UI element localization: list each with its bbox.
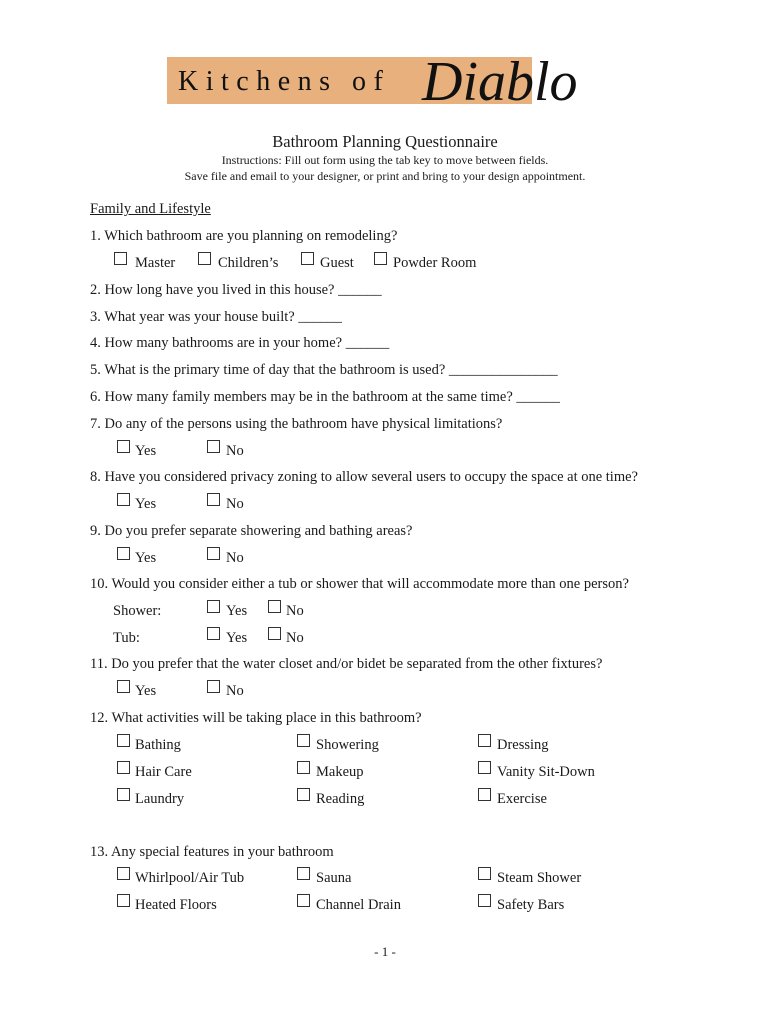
checkbox-showering[interactable] bbox=[297, 734, 310, 747]
option-q9-yes: Yes bbox=[135, 550, 157, 566]
option-q9-no: No bbox=[226, 550, 244, 566]
checkbox-tub-yes[interactable] bbox=[207, 627, 220, 640]
question-9: 9. Do you prefer separate showering and bathing areas? bbox=[90, 523, 413, 539]
checkbox-childrens[interactable] bbox=[198, 252, 211, 265]
checkbox-shower-no[interactable] bbox=[268, 600, 281, 613]
checkbox-guest[interactable] bbox=[301, 252, 314, 265]
checkbox-q11-yes[interactable] bbox=[117, 680, 130, 693]
checkbox-channel-drain[interactable] bbox=[297, 894, 310, 907]
checkbox-sauna[interactable] bbox=[297, 867, 310, 880]
question-3[interactable]: 3. What year was your house built? ______ bbox=[90, 309, 342, 325]
question-6[interactable]: 6. How many family members may be in the bathroom at the same time? ______ bbox=[90, 389, 560, 405]
instructions-line-2: Save file and email to your designer, or print and bring to your design appointment. bbox=[184, 169, 586, 183]
option-sauna: Sauna bbox=[316, 870, 352, 886]
checkbox-laundry[interactable] bbox=[117, 788, 130, 801]
question-10: 10. Would you consider either a tub or shower that will accommodate more than one person? bbox=[90, 576, 629, 592]
question-13: 13. Any special features in your bathroom bbox=[90, 844, 334, 860]
option-bathing: Bathing bbox=[135, 737, 181, 753]
checkbox-reading[interactable] bbox=[297, 788, 310, 801]
option-tub-yes: Yes bbox=[226, 630, 248, 646]
checkbox-steam-shower[interactable] bbox=[478, 867, 491, 880]
option-master: Master bbox=[135, 255, 176, 271]
option-whirlpool: Whirlpool/Air Tub bbox=[135, 870, 245, 886]
option-vanity-sit-down: Vanity Sit-Down bbox=[497, 764, 595, 780]
option-hair-care: Hair Care bbox=[135, 764, 192, 780]
option-makeup: Makeup bbox=[316, 764, 364, 780]
option-q8-yes: Yes bbox=[135, 496, 157, 512]
instructions-line-1: Instructions: Fill out form using the tab key to move between fields. bbox=[221, 153, 549, 167]
page-number: - 1 - bbox=[374, 944, 396, 959]
logo-text: Kitchens of bbox=[178, 66, 391, 97]
question-11: 11. Do you prefer that the water closet and/or bidet be separated from the other fixtures? bbox=[90, 656, 603, 672]
label-shower: Shower: bbox=[113, 603, 162, 619]
checkbox-safety-bars[interactable] bbox=[478, 894, 491, 907]
logo-script bbox=[420, 38, 605, 118]
checkbox-bathing[interactable] bbox=[117, 734, 130, 747]
checkbox-heated-floors[interactable] bbox=[117, 894, 130, 907]
question-4[interactable]: 4. How many bathrooms are in your home? ______ bbox=[90, 335, 390, 351]
checkbox-powder-room[interactable] bbox=[374, 252, 387, 265]
question-7: 7. Do any of the persons using the bathroom have physical limitations? bbox=[90, 416, 503, 432]
checkbox-exercise[interactable] bbox=[478, 788, 491, 801]
checkbox-whirlpool[interactable] bbox=[117, 867, 130, 880]
option-tub-no: No bbox=[286, 630, 304, 646]
option-q11-no: No bbox=[226, 683, 244, 699]
question-5[interactable]: 5. What is the primary time of day that the bathroom is used? _______________ bbox=[90, 362, 558, 378]
checkbox-q9-yes[interactable] bbox=[117, 547, 130, 560]
option-showering: Showering bbox=[316, 737, 379, 753]
checkbox-q7-yes[interactable] bbox=[117, 440, 130, 453]
logo-script-text: Diablo bbox=[422, 51, 578, 113]
option-heated-floors: Heated Floors bbox=[135, 897, 217, 913]
checkbox-makeup[interactable] bbox=[297, 761, 310, 774]
checkbox-q7-no[interactable] bbox=[207, 440, 220, 453]
checkbox-q8-no[interactable] bbox=[207, 493, 220, 506]
option-exercise: Exercise bbox=[497, 791, 547, 807]
option-guest: Guest bbox=[320, 255, 354, 271]
checkbox-tub-no[interactable] bbox=[268, 627, 281, 640]
checkbox-hair-care[interactable] bbox=[117, 761, 130, 774]
question-2[interactable]: 2. How long have you lived in this house? ______ bbox=[90, 282, 382, 298]
option-safety-bars: Safety Bars bbox=[497, 897, 565, 913]
option-q7-no: No bbox=[226, 443, 244, 459]
question-1: 1. Which bathroom are you planning on remodeling? bbox=[90, 228, 398, 244]
option-dressing: Dressing bbox=[497, 737, 549, 753]
page-title: Bathroom Planning Questionnaire bbox=[272, 132, 498, 151]
option-shower-no: No bbox=[286, 603, 304, 619]
checkbox-q11-no[interactable] bbox=[207, 680, 220, 693]
label-tub: Tub: bbox=[113, 630, 140, 646]
checkbox-shower-yes[interactable] bbox=[207, 600, 220, 613]
option-q8-no: No bbox=[226, 496, 244, 512]
section-heading: Family and Lifestyle bbox=[90, 201, 211, 217]
checkbox-q9-no[interactable] bbox=[207, 547, 220, 560]
option-childrens: Children’s bbox=[218, 255, 279, 271]
option-shower-yes: Yes bbox=[226, 603, 248, 619]
option-powder-room: Powder Room bbox=[393, 255, 477, 271]
option-q7-yes: Yes bbox=[135, 443, 157, 459]
option-reading: Reading bbox=[316, 791, 365, 807]
question-12: 12. What activities will be taking place in this bathroom? bbox=[90, 710, 422, 726]
checkbox-master[interactable] bbox=[114, 252, 127, 265]
option-q11-yes: Yes bbox=[135, 683, 157, 699]
checkbox-q8-yes[interactable] bbox=[117, 493, 130, 506]
question-8: 8. Have you considered privacy zoning to allow several users to occupy the space at one time? bbox=[90, 469, 638, 485]
checkbox-vanity-sit-down[interactable] bbox=[478, 761, 491, 774]
option-steam-shower: Steam Shower bbox=[497, 870, 582, 886]
option-channel-drain: Channel Drain bbox=[316, 897, 401, 913]
checkbox-dressing[interactable] bbox=[478, 734, 491, 747]
option-laundry: Laundry bbox=[135, 791, 185, 807]
